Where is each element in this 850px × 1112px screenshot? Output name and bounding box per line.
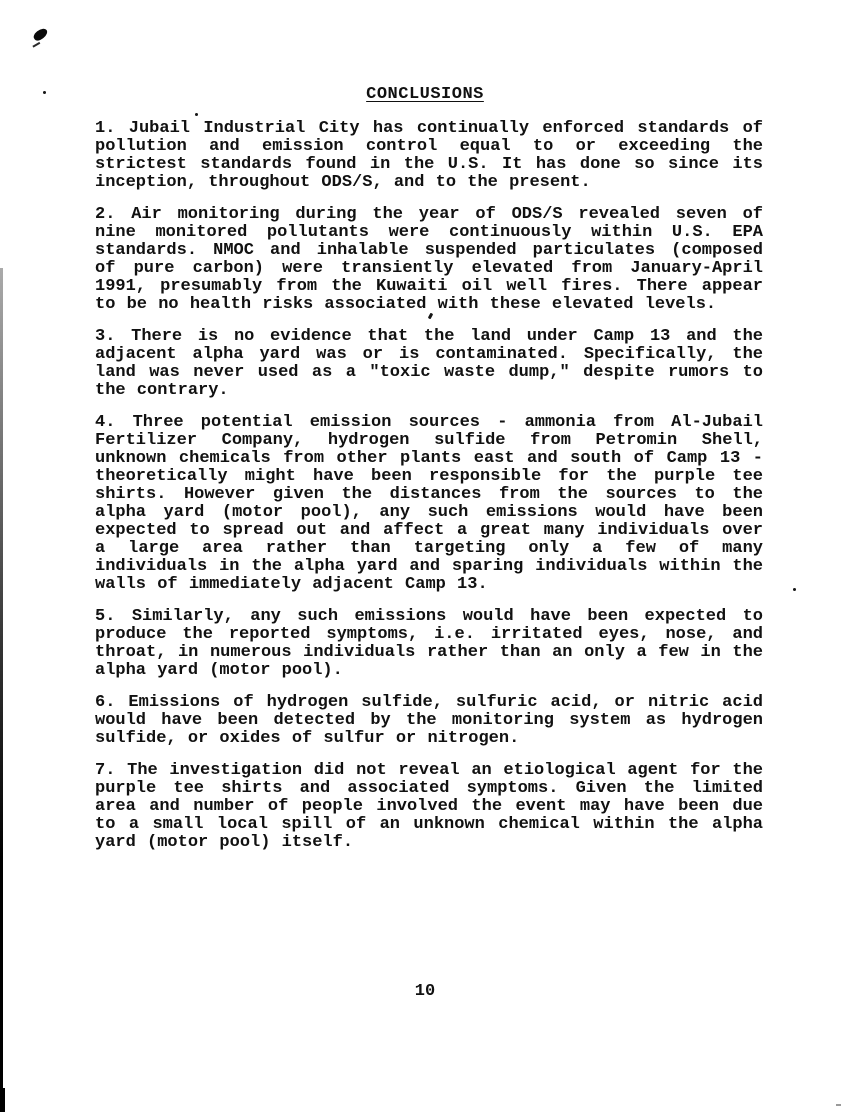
- paragraph-3: 3. There is no evidence that the land under Camp 13 and the adjacent alpha yard was or is contaminated. Specifically, the land was never used as a "toxic waste dump," despite rumors to the contrary.: [95, 327, 763, 400]
- paragraph-6: 6. Emissions of hydrogen sulfide, sulfuric acid, or nitric acid would have been detected by the monitoring system as hydrogen sulfide, or oxides of sulfur or nitrogen.: [95, 693, 763, 748]
- ink-speck: [195, 113, 198, 116]
- ink-speck: [836, 1104, 841, 1106]
- scanner-edge-artifact-foot: [0, 1088, 5, 1112]
- paragraph-4: 4. Three potential emission sources - ammonia from Al-Jubail Fertilizer Company, hydrogen sulfide from Petromin Shell, unknown chemicals from other plants east and south of Camp 13 - theoretically might have been responsible for the purple tee shirts. However given the distances from the sources to the alpha yard (motor pool), any such emissions would have been expected to spread out and affect a great many individuals over a large area rather than targeting only a few of many individuals in the alpha yard and sparing individuals within the walls of immediately adjacent Camp 13.: [95, 413, 763, 594]
- paragraph-7: 7. The investigation did not reveal an etiological agent for the purple tee shirts and associated symptoms. Given the limited area and number of people involved the event may have been due to a small local spill of an unknown chemical within the alpha yard (motor pool) itself.: [95, 761, 763, 852]
- title-row: [0, 85, 850, 104]
- paragraph-1: 1. Jubail Industrial City has continually enforced standards of pollution and emission control equal to or exceeding the strictest standards found in the U.S. It has done so since its inception, throughout ODS/S, and to the present.: [95, 119, 763, 192]
- document-title: CONCLUSIONS: [366, 85, 484, 104]
- paragraph-5: 5. Similarly, any such emissions would have been expected to produce the reported symptoms, i.e. irritated eyes, nose, and throat, in numerous individuals rather than an only a few in the alpha yard (motor pool).: [95, 607, 763, 680]
- document-body: [95, 120, 763, 866]
- ink-speck: [793, 588, 796, 591]
- ink-mark-artifact: [32, 26, 49, 42]
- page-number: 10: [414, 982, 436, 1001]
- paragraph-2: 2. Air monitoring during the year of ODS/S revealed seven of nine monitored pollutants were continuously within U.S. EPA standards. NMOC and inhalable suspended particulates (composed of pure carbon) were transiently elevated from January-April 1991, presumably from the Kuwaiti oil well fires. There appear to be no health risks associated with these elevated levels.: [95, 205, 763, 314]
